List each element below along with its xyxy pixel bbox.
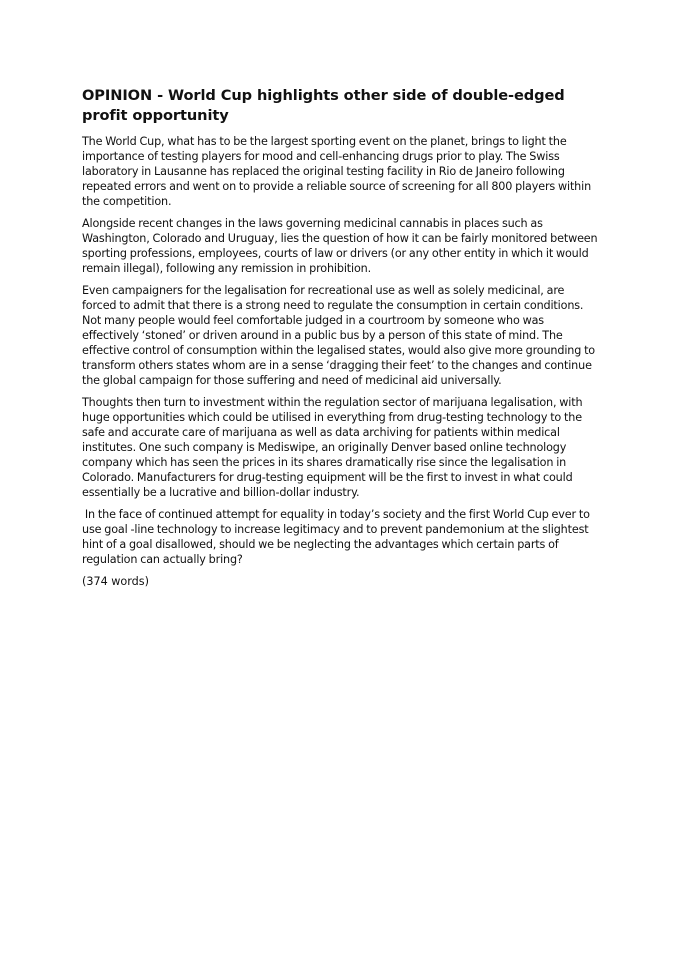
word-count: (374 words) (82, 575, 149, 588)
article-paragraph-4: Thoughts then turn to investment within the regulation sector of marijuana legalisation, with huge opportunities which could be utilised in everything from drug-testing technology to the safe and accurate care of marijuana as well as data archiving for patients within medical institutes. One such company is Mediswipe, an originally Denver based online technology company which has seen the prices in its shares dramatically rise since the legalisation in Colorado. Manufacturers for drug-testing equipment will be the first to invest in what could essentially be a lucrative and billion-dollar industry. (82, 396, 583, 499)
article-paragraph-3: Even campaigners for the legalisation for recreational use as well as solely medicinal, are forced to admit that there is a strong need to regulate the consumption in certain conditions. Not many people would feel comfortable judged in a courtroom by someone who was effectively ‘stoned’ or driven around in a public bus by a person of this state of mind. The effective control of consumption within the legalised states, would also give more grounding to transform others states whom are in a sense ‘dragging their feet’ to the changes and continue the global campaign for those suffering and need of medicinal aid universally. (82, 284, 596, 387)
article-paragraph-1: The World Cup, what has to be the largest sporting event on the planet, brings to light the importance of testing players for mood and cell-enhancing drugs prior to play. The Swiss laboratory in Lausanne has replaced the original testing facility in Rio de Janeiro following repeated errors and went on to provide a reliable source of screening for all 800 players within the competition. (82, 135, 592, 208)
article-page (82, 86, 600, 589)
article-paragraph-2: Alongside recent changes in the laws governing medicinal cannabis in places such as Washington, Colorado and Uruguay, lies the question of how it can be fairly monitored between sporting professions, employees, courts of law or drivers (or any other entity in which it would remain illegal), following any remission in prohibition. (82, 217, 598, 275)
article-title: OPINION - World Cup highlights other side of double-edged profit opportunity (82, 87, 565, 124)
article-paragraph-5: In the face of continued attempt for equality in today’s society and the first World Cup ever to use goal -line technology to increase legitimacy and to prevent pandemonium at the slightest hint of a goal disallowed, should we be neglecting the advantages which certain parts of regulation can actually bring? (82, 508, 593, 566)
